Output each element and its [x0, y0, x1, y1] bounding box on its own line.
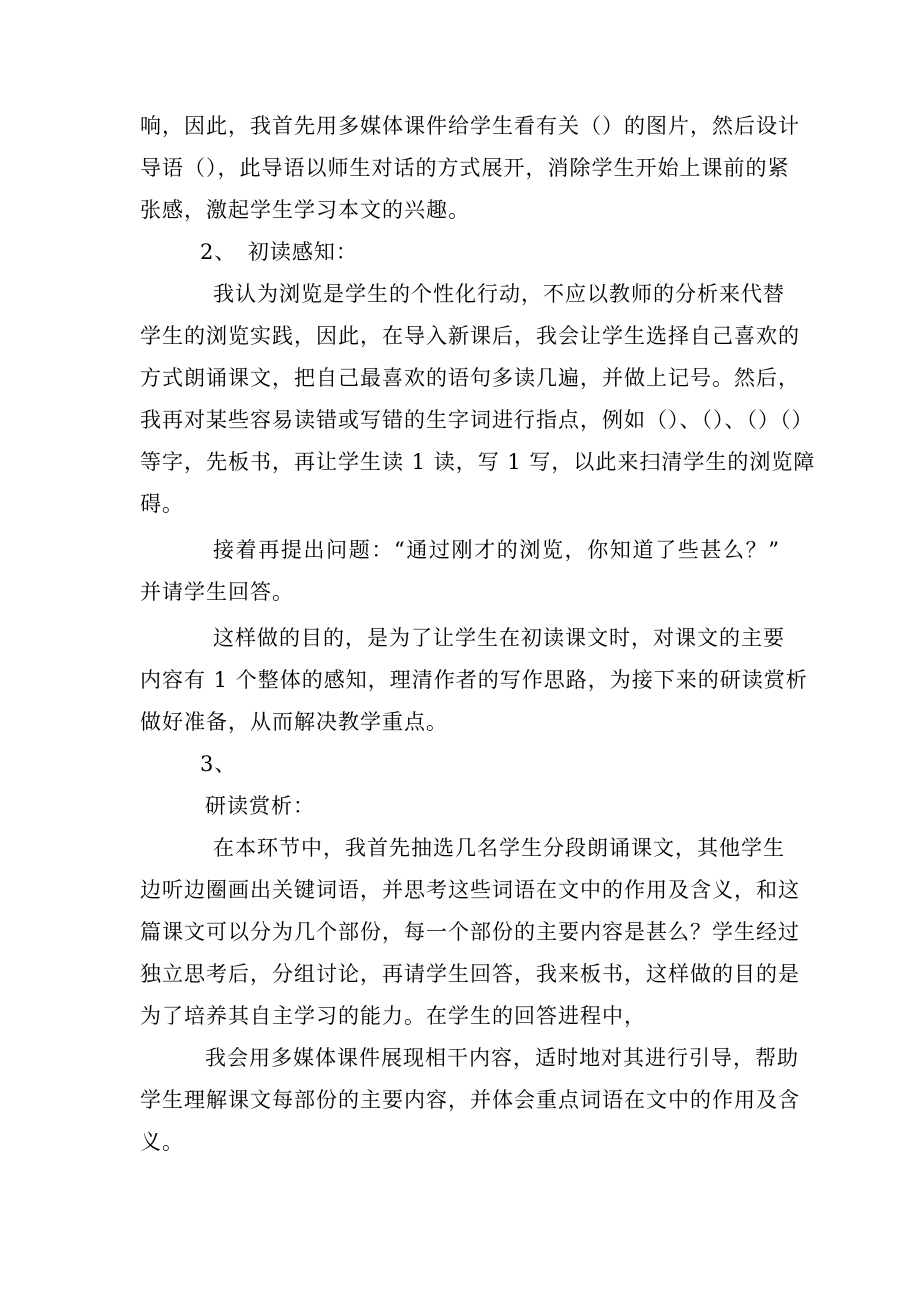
text-line: 为了培养其自主学习的能力。在学生的回答进程中， — [140, 1004, 646, 1028]
text-line: 导语（），此导语以师生对话的方式展开，消除学生开始上课前的紧 — [140, 156, 790, 180]
text-line: 方式朗诵课文，把自己最喜欢的语句多读几遍，并做上记号。然后， — [140, 366, 800, 390]
text-line: 独立思考后，分组讨论，再请学生回答，我来板书，这样做的目的是 — [140, 962, 800, 986]
section-heading: 研读赏析： — [205, 794, 315, 818]
text-line: 做好准备，从而解决教学重点。 — [140, 710, 448, 734]
text-line: 内容有 1 个整体的感知，理清作者的写作思路，为接下来的研读赏析 — [140, 668, 808, 692]
text-line: 这样做的目的，是为了让学生在初读课文时，对课文的主要 — [213, 626, 785, 650]
text-line: 义。 — [140, 1130, 184, 1154]
text-line: 学生的浏览实践，因此，在导入新课后，我会让学生选择自己喜欢的 — [140, 324, 800, 348]
section-heading: 2、 初读感知： — [200, 240, 358, 264]
text-line: 碍。 — [140, 492, 184, 516]
text-line: 等字，先板书，再让学生读 1 读，写 1 写，以此来扫清学生的浏览障 — [140, 450, 816, 474]
text-line: 我认为浏览是学生的个性化行动，不应以教师的分析来代替 — [213, 282, 785, 306]
text-line: 篇课文可以分为几个部份，每一个部份的主要内容是甚么？学生经过 — [140, 920, 800, 944]
text-line: 我再对某些容易读错或写错的生字词进行指点，例如（）、（）、（）（） — [140, 408, 814, 432]
text-line: 我会用多媒体课件展现相干内容，适时地对其进行引导，帮助 — [205, 1046, 799, 1070]
text-line: 边听边圈画出关键词语，并思考这些词语在文中的作用及含义，和这 — [140, 878, 800, 902]
text-line: 在本环节中，我首先抽选几名学生分段朗诵课文，其他学生 — [213, 836, 785, 860]
text-line: 学生理解课文每部份的主要内容，并体会重点词语在文中的作用及含 — [140, 1088, 800, 1112]
section-number: 3、 — [200, 752, 237, 776]
text-line: 响，因此，我首先用多媒体课件给学生看有关（）的图片，然后设计 — [140, 114, 800, 138]
text-line: 并请学生回答。 — [140, 580, 294, 604]
text-line: 接着再提出问题：“通过刚才的浏览，你知道了些甚么？” — [213, 538, 780, 562]
text-line: 张感，激起学生学习本文的兴趣。 — [140, 198, 470, 222]
